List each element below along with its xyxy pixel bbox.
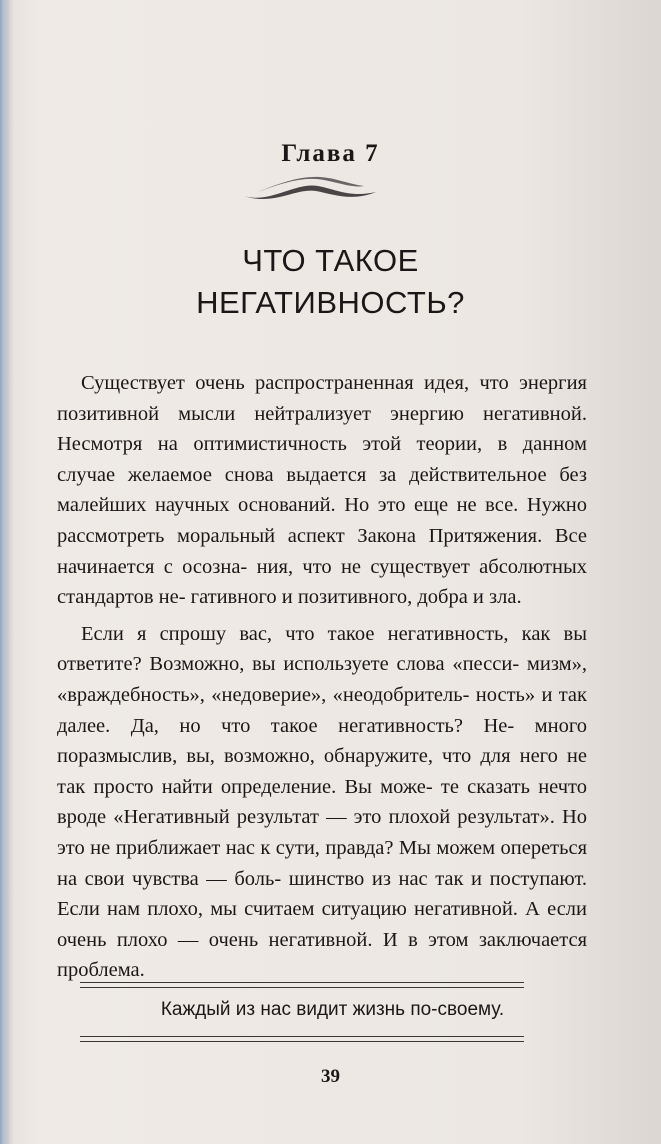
text-line: правда? Мы можем опереться на свои чувства — боль- xyxy=(57,836,588,890)
chapter-label: Глава 7 xyxy=(281,140,380,167)
chapter-title-line-2: НЕГАТИВНОСТЬ? xyxy=(196,285,465,320)
text-line: ность» и так далее. Да, но что такое негативность? Не- xyxy=(57,683,587,737)
chapter-title-line-1: ЧТО ТАКОЕ xyxy=(242,243,419,278)
page-spine-edge xyxy=(0,0,10,1144)
chapter-title xyxy=(0,240,661,324)
text-line: много поразмыслив, вы, возможно, обнаружите, что xyxy=(57,714,587,768)
text-line: ния, что не существует абсолютных стандартов не- xyxy=(57,555,588,609)
text-line: Существует очень распространенная идея, что xyxy=(81,372,509,394)
text-line: считаем ситуацию негативной. А если очень плохо — xyxy=(57,898,587,951)
body-text xyxy=(57,368,587,986)
paragraph xyxy=(57,368,587,613)
text-line: Если я спрошу вас, что такое негативность, как вы xyxy=(81,622,587,645)
text-line: гативного и позитивного, добра и зла. xyxy=(190,586,522,609)
text-line: те сказать нечто вроде «Негативный результат — это xyxy=(57,775,587,829)
pull-quote: Каждый из нас видит жизнь по-своему. xyxy=(160,999,505,1020)
wave-flourish-icon xyxy=(240,174,380,208)
text-line: мизм», «враждебность», «недоверие», «неодобритель- xyxy=(57,653,587,706)
text-line: ответите? Возможно, вы используете слова «песси- xyxy=(57,653,520,676)
text-line: теории, в данном случае желаемое снова выдается за xyxy=(57,433,588,486)
text-line: плохой результат». Но это не приближает нас к сути, xyxy=(57,806,588,859)
quote-bottom-rule xyxy=(80,1036,524,1042)
text-line: для него не так просто найти определение. Вы може- xyxy=(57,745,587,798)
page-number: 39 xyxy=(321,1066,340,1087)
text-line: энергия позитивной мысли нейтрализует энергию xyxy=(57,372,587,425)
quote-top-rule xyxy=(80,982,524,988)
text-line: Но это еще не все. Нужно рассмотреть моральный xyxy=(57,494,587,547)
text-line: шинство из нас так и поступают. Если нам плохо, мы xyxy=(57,867,587,921)
text-line: негативной. Несмотря на оптимистичность этой xyxy=(57,402,587,456)
text-line: аспект Закона Притяжения. Все начинается с осозна- xyxy=(57,524,588,578)
text-line: действительное без малейших научных оснований. xyxy=(57,463,588,517)
paragraph xyxy=(57,619,587,986)
text-line: очень негативной. И в этом заключается проблема. xyxy=(57,928,587,982)
